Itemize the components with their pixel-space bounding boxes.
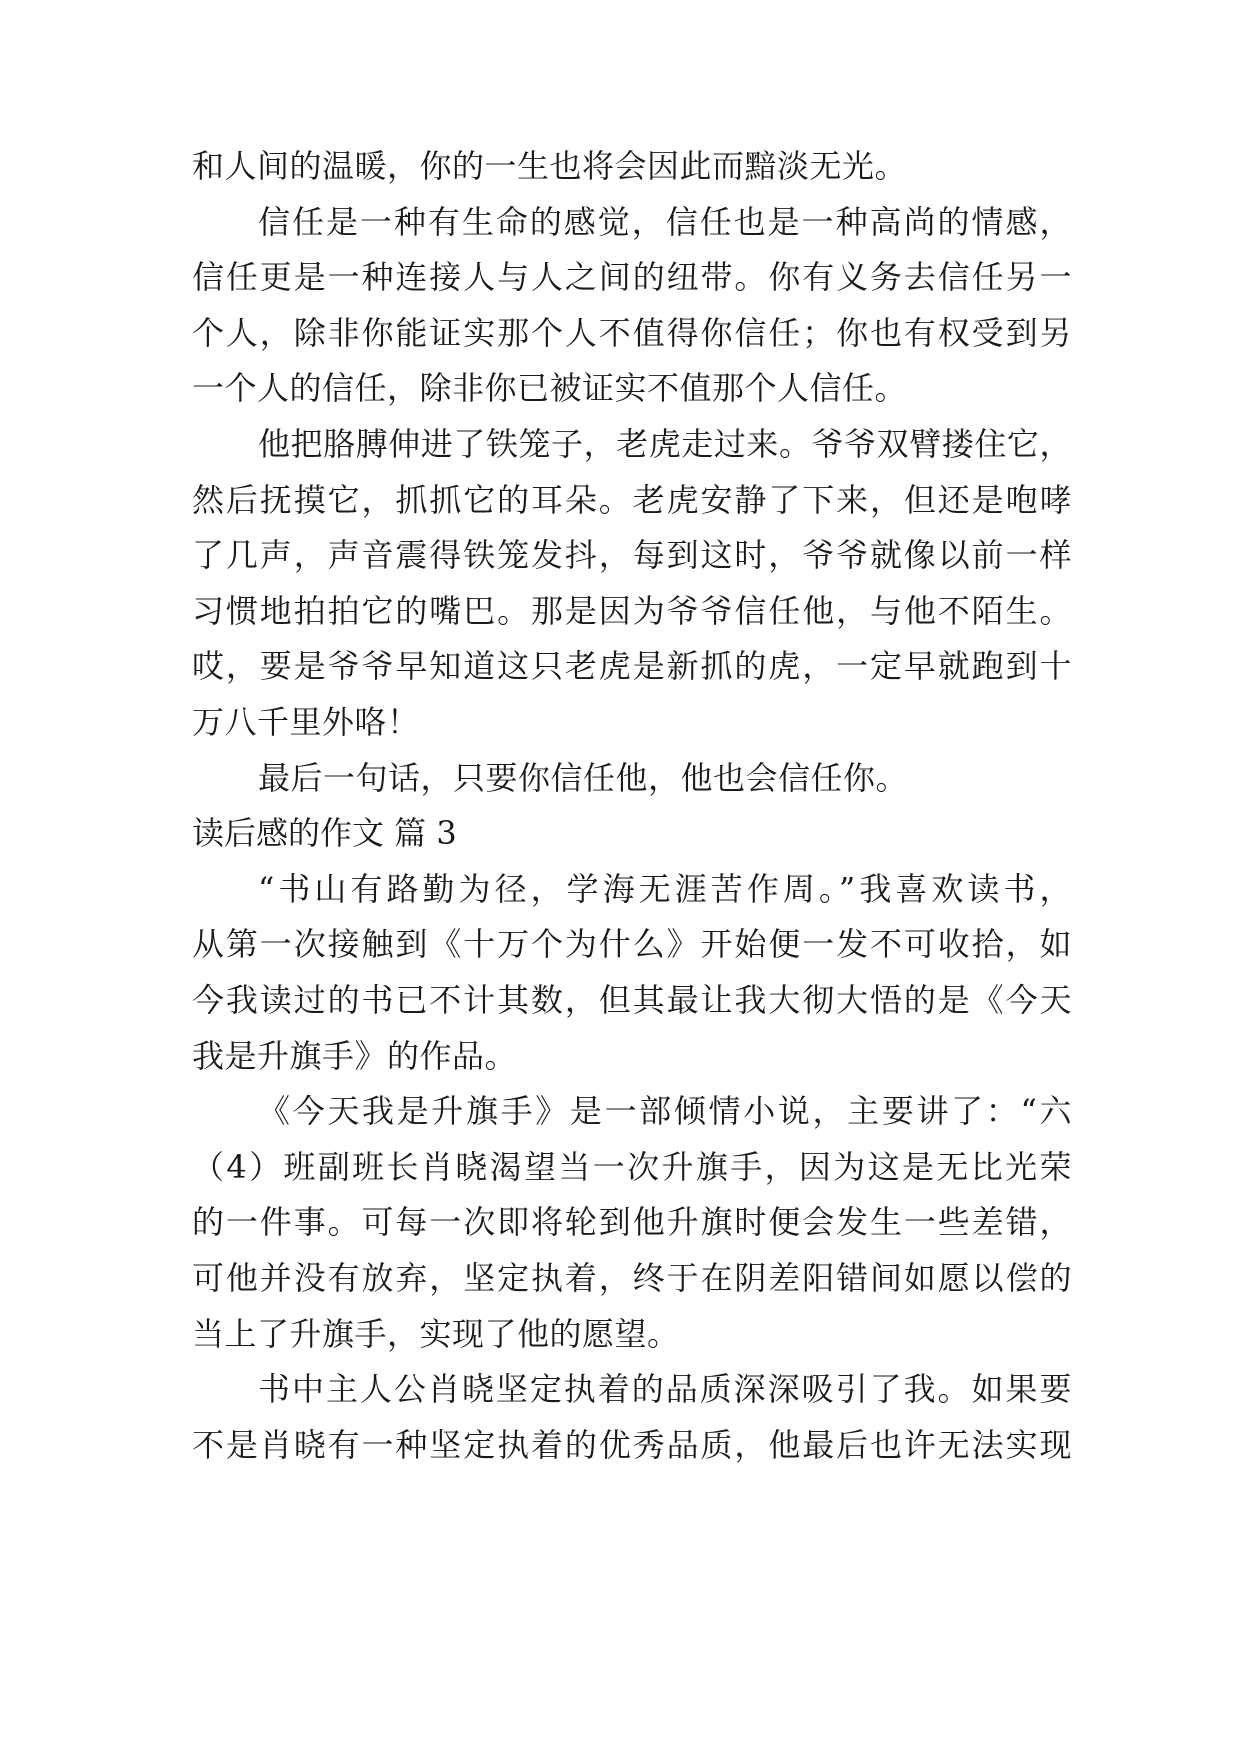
text-line: 和人间的温暖，你的一生也将会因此而黯淡无光。 (192, 147, 908, 185)
text-line: 习惯地拍拍它的嘴巴。那是因为爷爷信任他，与他不陌生。 (192, 592, 1072, 630)
text-line: 可他并没有放弃，坚定执着，终于在阴差阳错间如愿以偿的 (192, 1259, 1072, 1297)
text-line: 万八千里外咯！ (192, 703, 420, 741)
text-line: 他把胳膊伸进了铁笼子，老虎走过来。爷爷双臂搂住它， (258, 425, 1072, 463)
text-line: 书中主人公肖晓坚定执着的品质深深吸引了我。如果要 (258, 1370, 1072, 1408)
text-line: 个人，除非你能证实那个人不值得你信任；你也有权受到另 (192, 314, 1072, 352)
text-line: 一个人的信任，除非你已被证实不值那个人信任。 (192, 369, 908, 407)
text-line: 不是肖晓有一种坚定执着的优秀品质，他最后也许无法实现 (192, 1426, 1072, 1464)
text-line: 哎，要是爷爷早知道这只老虎是新抓的虎，一定早就跑到十 (192, 647, 1072, 685)
text-line: 的一件事。可每一次即将轮到他升旗时便会发生一些差错， (192, 1203, 1072, 1241)
text-line: 今我读过的书已不计其数，但其最让我大彻大悟的是《今天 (192, 981, 1072, 1019)
text-line: 《今天我是升旗手》是一部倾情小说，主要讲了：“六 (258, 1092, 1072, 1130)
text-line: “书山有路勤为径，学海无涯苦作周。”我喜欢读书， (258, 870, 1072, 908)
text-line: 信任是一种有生命的感觉，信任也是一种高尚的情感， (258, 203, 1072, 241)
text-line: 我是升旗手》的作品。 (192, 1037, 518, 1075)
section-heading: 读后感的作文 篇 3 (192, 814, 457, 852)
text-line: （4）班副班长肖晓渴望当一次升旗手，因为这是无比光荣 (192, 1148, 1072, 1186)
text-line: 了几声，声音震得铁笼发抖，每到这时，爷爷就像以前一样 (192, 536, 1072, 574)
text-line: 信任更是一种连接人与人之间的纽带。你有义务去信任另一 (192, 258, 1072, 296)
text-line: 当上了升旗手，实现了他的愿望。 (192, 1315, 680, 1353)
text-line: 最后一句话，只要你信任他，他也会信任你。 (258, 759, 909, 797)
text-line: 然后抚摸它，抓抓它的耳朵。老虎安静了下来，但还是咆哮 (192, 481, 1072, 519)
text-line: 从第一次接触到《十万个为什么》开始便一发不可收拾，如 (192, 925, 1072, 963)
